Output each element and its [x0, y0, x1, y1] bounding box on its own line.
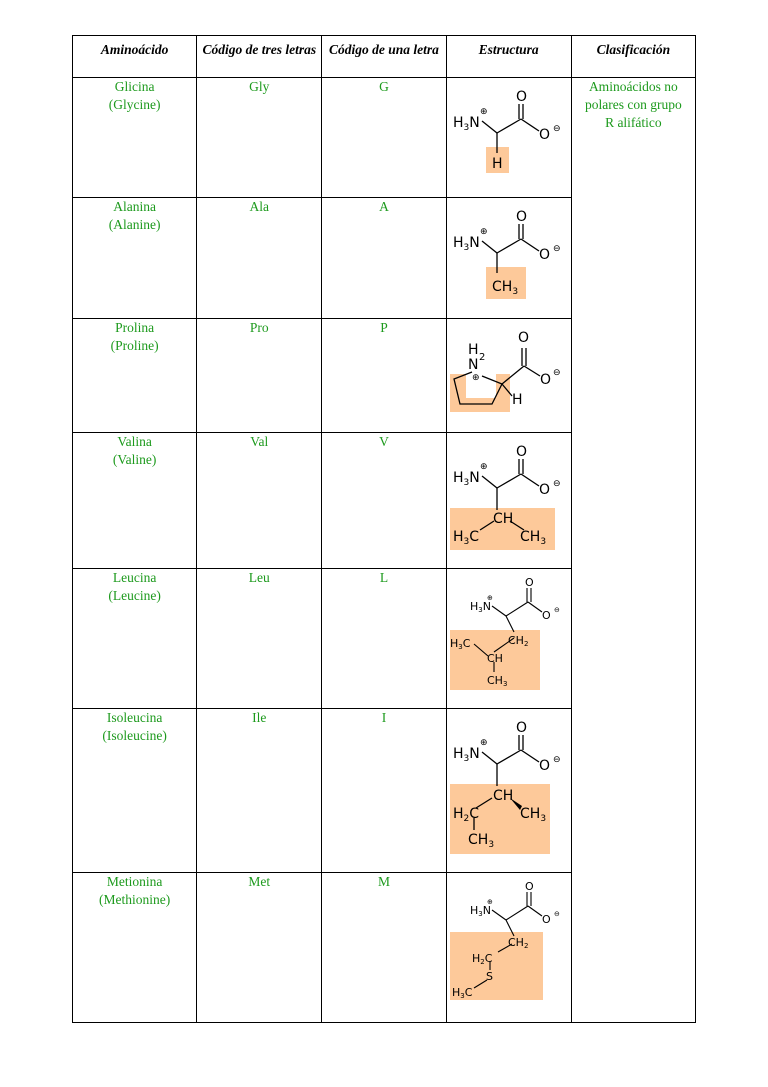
- classification-line-2: polares con grupo: [585, 97, 682, 112]
- amino-acid-english-name: (Methionine): [98, 892, 171, 907]
- svg-text:CH2: CH2: [507, 634, 528, 648]
- svg-text:CH: CH: [492, 788, 513, 804]
- amino-acid-english-name: (Isoleucine): [102, 728, 167, 743]
- svg-text:⊕: ⊕: [471, 373, 480, 383]
- one-letter-code: G: [322, 78, 446, 198]
- header-structure: Estructura: [446, 36, 571, 78]
- svg-text:H3C: H3C: [451, 986, 472, 1000]
- svg-text:N: N: [467, 357, 479, 373]
- svg-text:H: H: [511, 392, 523, 408]
- svg-text:H3N: $H_3N$: [452, 235, 480, 253]
- amino-acid-name-cell: [73, 433, 197, 569]
- structure-cell: [446, 433, 571, 569]
- svg-text:⊖: ⊖: [553, 910, 560, 918]
- svg-text:O: O: [524, 880, 534, 893]
- one-letter-code: A: [322, 198, 446, 319]
- amino-acid-name: Alanina: [113, 199, 156, 214]
- amino-acid-name-cell: [73, 198, 197, 319]
- amino-acid-name: Prolina: [115, 320, 155, 335]
- proline-structure: [450, 322, 568, 430]
- amino-acid-english-name: (Leucine): [108, 588, 161, 603]
- amino-acid-name-cell: [73, 78, 197, 198]
- alanine-structure: [450, 201, 568, 313]
- header-amino-acid: Aminoácido: [73, 36, 197, 78]
- svg-text:H2C: H2C: [471, 952, 492, 966]
- svg-text:H3C: $H_3C$: [452, 529, 479, 547]
- one-letter-code: P: [322, 319, 446, 433]
- amino-acid-name-cell: [73, 873, 197, 1023]
- svg-text:O: O: [541, 913, 551, 926]
- amino-acid-name: Glicina: [114, 79, 155, 94]
- svg-text:⊕: ⊕: [486, 898, 493, 906]
- side-chain-highlight: [450, 374, 510, 412]
- svg-text:⊖: ⊖: [552, 368, 561, 378]
- header-classification: Clasificación: [571, 36, 695, 78]
- three-letter-code: Leu: [197, 569, 322, 709]
- svg-text:O: O: [539, 372, 551, 388]
- svg-text:O: O: [538, 247, 550, 263]
- svg-text:O: O: [538, 482, 550, 498]
- svg-text:H3C: H3C: [449, 637, 470, 651]
- three-letter-code: Gly: [197, 78, 322, 198]
- svg-text:2: 2: [478, 352, 485, 363]
- amino-acid-name: Valina: [117, 434, 152, 449]
- one-letter-code: I: [322, 709, 446, 873]
- structure-cell: [446, 319, 571, 433]
- svg-text:⊖: ⊖: [553, 606, 560, 614]
- header-one-letter-code: Código de una letra: [322, 36, 446, 78]
- svg-text:CH: CH: [492, 511, 513, 527]
- svg-text:O: O: [515, 444, 527, 460]
- amino-acid-name: Isoleucina: [106, 710, 163, 725]
- glycine-structure: [450, 81, 568, 193]
- amino-acid-english-name: (Alanine): [108, 217, 161, 232]
- methionine-structure: [450, 876, 568, 1018]
- svg-text:H3N: H3N: [469, 904, 491, 918]
- one-letter-code: L: [322, 569, 446, 709]
- svg-text:O: O: [538, 758, 550, 774]
- amino-acid-name: Metionina: [106, 874, 163, 889]
- svg-text:H2C: $H_2C$: [452, 806, 479, 824]
- amino-acid-name-cell: [73, 569, 197, 709]
- svg-text:⊖: ⊖: [552, 755, 561, 765]
- svg-text:H: H: [491, 156, 503, 172]
- svg-text:H3N: $H_3N$: [452, 115, 480, 133]
- svg-text:CH2: CH2: [507, 936, 528, 950]
- svg-text:O: O: [515, 209, 527, 225]
- svg-text:O: O: [524, 576, 534, 589]
- table-row: [73, 78, 696, 198]
- structure-cell: [446, 569, 571, 709]
- one-letter-code: M: [322, 873, 446, 1023]
- svg-text:⊕: ⊕: [479, 462, 488, 472]
- svg-text:CH3: $CH_3$: [519, 529, 546, 547]
- svg-text:O: O: [515, 720, 527, 736]
- svg-text:H: H: [467, 342, 479, 358]
- amino-acid-name: Leucina: [112, 570, 157, 585]
- svg-text:⊖: ⊖: [552, 244, 561, 254]
- svg-text:H3N: $H_3N$: [452, 746, 480, 764]
- amino-acid-table: [72, 35, 696, 1023]
- svg-text:⊕: ⊕: [479, 107, 488, 117]
- svg-text:H3N: H3N: [469, 600, 491, 614]
- structure-cell: [446, 198, 571, 319]
- classification-line-3: R alifático: [605, 115, 662, 130]
- classification-cell: [571, 78, 695, 1023]
- three-letter-code: Val: [197, 433, 322, 569]
- svg-text:CH3: CH3: [486, 674, 507, 688]
- one-letter-code: V: [322, 433, 446, 569]
- svg-text:⊕: ⊕: [479, 738, 488, 748]
- svg-text:H3N: $H_3N$: [452, 470, 480, 488]
- svg-text:CH3: $CH_3$: [519, 806, 546, 824]
- valine-structure: [450, 436, 568, 564]
- svg-text:S: S: [485, 970, 493, 983]
- svg-text:⊕: ⊕: [486, 594, 493, 602]
- amino-acid-name-cell: [73, 319, 197, 433]
- amino-acid-name-cell: [73, 709, 197, 873]
- header-three-letter-code: Código de tres letras: [197, 36, 322, 78]
- three-letter-code: Ala: [197, 198, 322, 319]
- structure-cell: [446, 873, 571, 1023]
- isoleucine-structure: [450, 712, 568, 868]
- svg-text:O: O: [538, 127, 550, 143]
- classification-line-1: Aminoácidos no: [588, 79, 678, 94]
- svg-text:O: O: [541, 609, 551, 622]
- header-row: [73, 36, 696, 78]
- three-letter-code: Ile: [197, 709, 322, 873]
- structure-cell: [446, 709, 571, 873]
- svg-text:⊖: ⊖: [552, 124, 561, 134]
- leucine-structure: [450, 572, 568, 704]
- svg-text:CH3: $CH_3$: [491, 279, 518, 297]
- svg-text:⊖: ⊖: [552, 479, 561, 489]
- three-letter-code: Pro: [197, 319, 322, 433]
- amino-acid-english-name: (Valine): [112, 452, 157, 467]
- structure-cell: [446, 78, 571, 198]
- svg-text:O: O: [515, 89, 527, 105]
- amino-acid-english-name: (Proline): [110, 338, 159, 353]
- svg-text:O: O: [517, 330, 529, 346]
- three-letter-code: Met: [197, 873, 322, 1023]
- svg-text:CH3: $CH_3$: [467, 832, 494, 850]
- svg-text:⊕: ⊕: [479, 227, 488, 237]
- amino-acid-english-name: (Glycine): [108, 97, 161, 112]
- svg-text:CH: CH: [486, 652, 503, 665]
